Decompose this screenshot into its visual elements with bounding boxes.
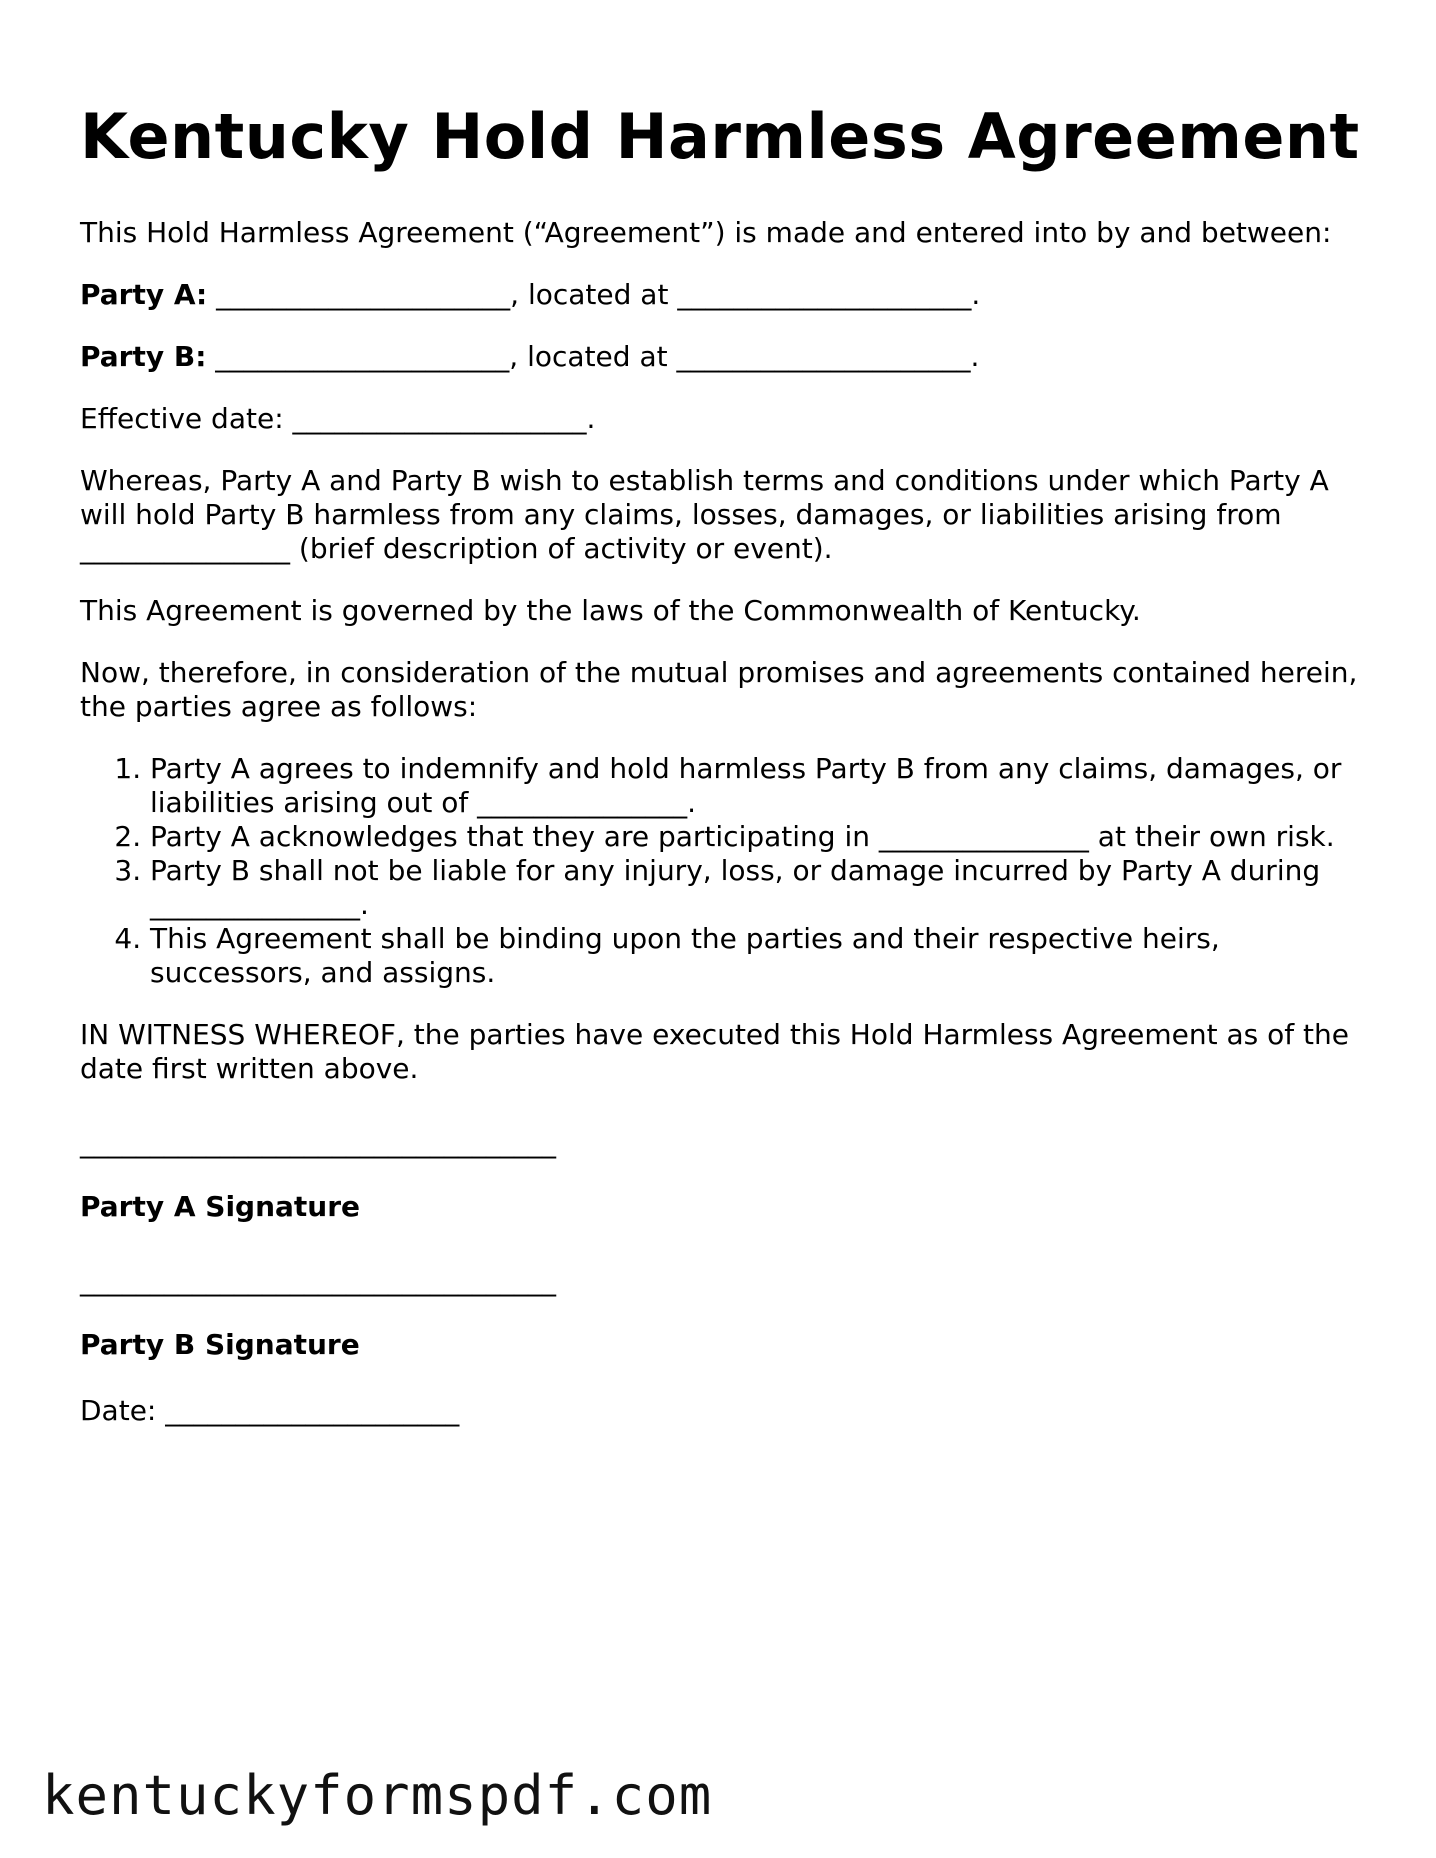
whereas-paragraph: Whereas, Party A and Party B wish to establish terms and conditions under which Party A will hold Party B harmless from any claims, losses, damages, or liabilities arising from _______________ (brief description of activity or event).	[80, 464, 1329, 565]
date-line: Date: _____________________	[80, 1394, 460, 1427]
party-a-line	[80, 278, 1370, 312]
party-a-signature-line: __________________________________	[80, 1126, 556, 1159]
party-b-fields: _____________________, located at _____________________.	[206, 340, 980, 373]
document-title: Kentucky Hold Harmless Agreement	[80, 100, 1360, 173]
party-a-label: Party A:	[80, 278, 208, 311]
term-item: 1. Party A agrees to indemnify and hold harmless Party B from any claims, damages, or liabilities arising out of _______________.	[150, 752, 1370, 820]
term-item: 3. Party B shall not be liable for any injury, loss, or damage incurred by Party A during _______________.	[150, 854, 1370, 922]
term-item: 2. Party A acknowledges that they are participating in _______________ at their own risk.	[150, 820, 1370, 854]
consideration-paragraph: Now, therefore, in consideration of the mutual promises and agreements contained herein, the parties agree as follows:	[80, 656, 1358, 723]
party-a-signature-label: Party A Signature	[80, 1190, 361, 1223]
party-b-signature-line: __________________________________	[80, 1264, 556, 1297]
party-b-label: Party B:	[80, 340, 207, 373]
party-b-signature-label: Party B Signature	[80, 1328, 360, 1361]
effective-date-line: Effective date: _____________________.	[80, 402, 596, 435]
term-item: 4. This Agreement shall be binding upon the parties and their respective heirs, successors, and assigns.	[150, 922, 1370, 990]
intro-paragraph: This Hold Harmless Agreement (“Agreement”) is made and entered into by and between:	[80, 216, 1332, 249]
witness-paragraph: IN WITNESS WHEREOF, the parties have executed this Hold Harmless Agreement as of the date first written above.	[80, 1018, 1349, 1085]
party-a-fields: _____________________, located at _____________________.	[207, 278, 981, 311]
governing-law-paragraph: This Agreement is governed by the laws of the Commonwealth of Kentucky.	[80, 594, 1141, 627]
party-b-line	[80, 340, 1370, 374]
website-watermark: kentuckyformspdf.com	[42, 1764, 713, 1827]
document-page	[80, 96, 1370, 1456]
terms-list	[80, 752, 1370, 990]
